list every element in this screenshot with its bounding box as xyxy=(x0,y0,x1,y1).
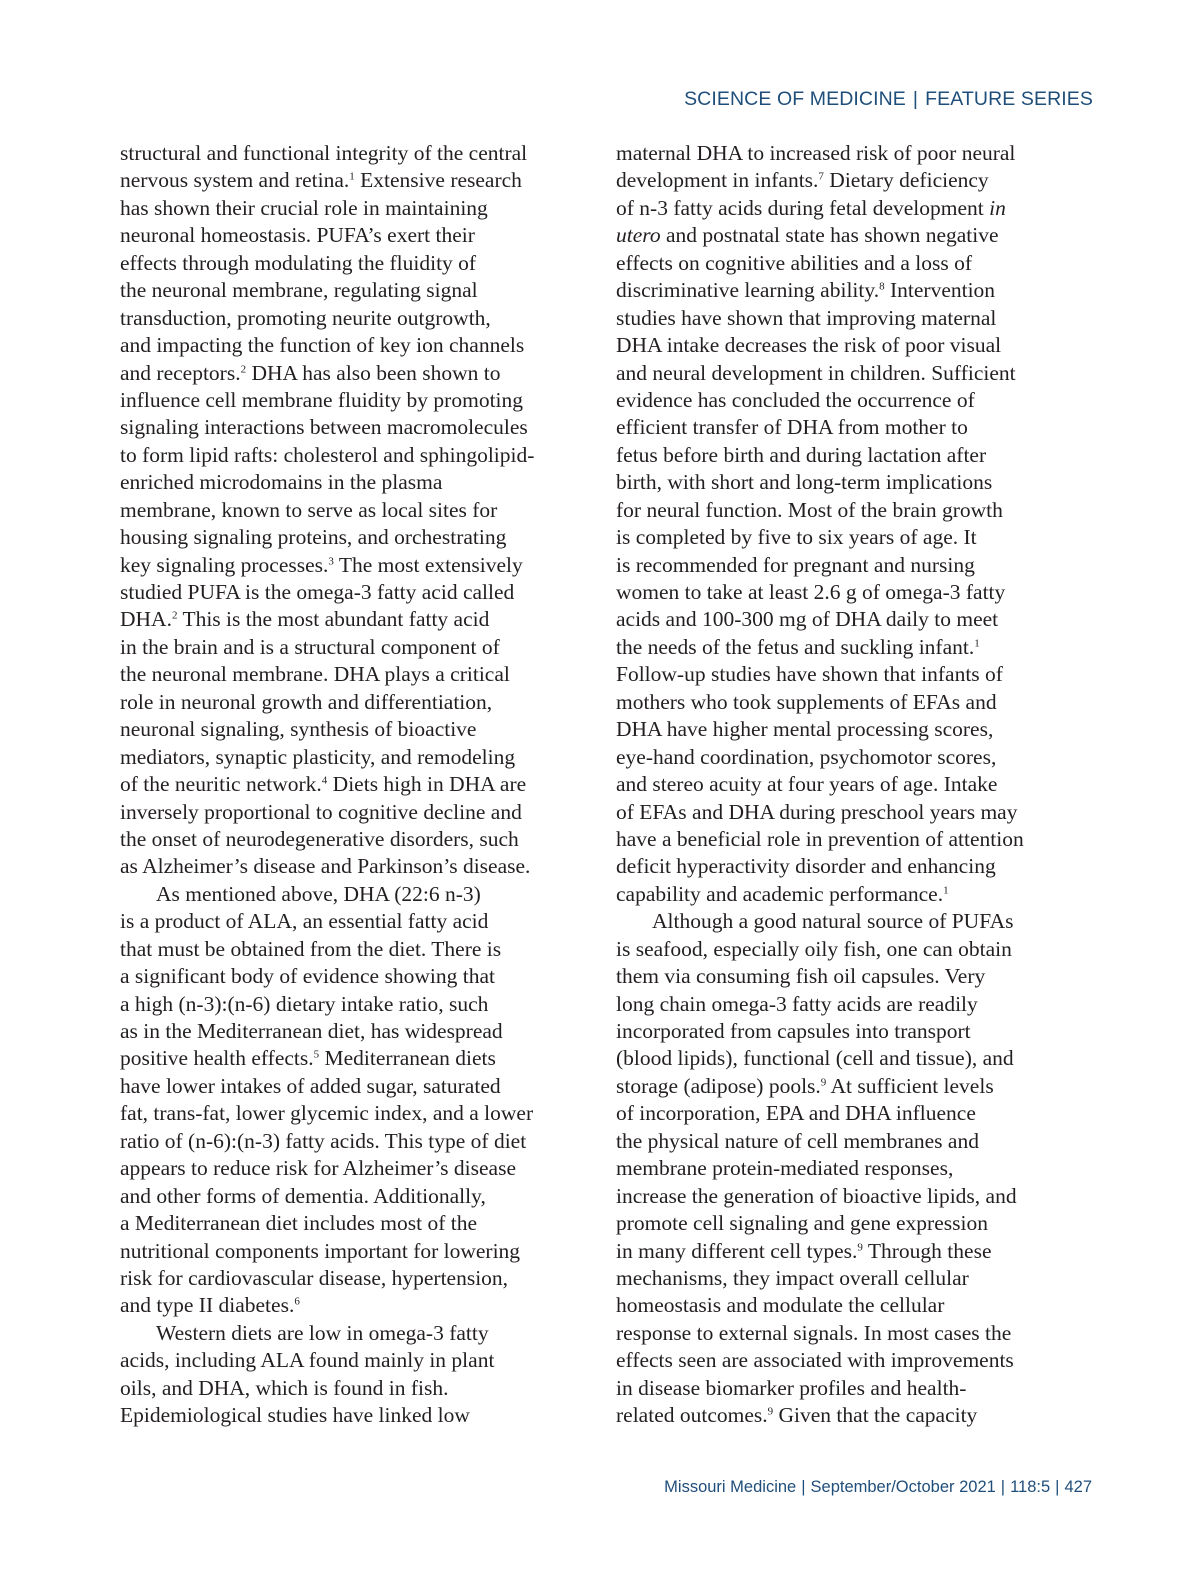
citation-superscript: 6 xyxy=(294,1295,300,1308)
text-segment: development in infants. xyxy=(616,168,819,193)
text-line xyxy=(120,1375,570,1402)
text-line xyxy=(120,661,570,688)
text-segment: Extensive research xyxy=(354,168,522,193)
text-segment: appears to reduce risk for Alzheimer’s disease xyxy=(120,1156,517,1181)
text-segment: incorporated from capsules into transport xyxy=(616,1019,971,1043)
text-line xyxy=(120,1402,570,1429)
text-segment: the needs of the fetus and suckling infant. xyxy=(616,634,975,659)
text-line xyxy=(120,360,570,387)
text-segment: This is the most abundant fatty acid xyxy=(177,607,490,632)
citation-superscript: 2 xyxy=(171,609,178,622)
text-segment: them via consuming fish oil capsules. Very xyxy=(616,964,986,989)
text-line xyxy=(120,634,570,661)
text-segment: Although a good natural source of PUFAs xyxy=(652,909,1014,934)
text-line xyxy=(120,1347,570,1374)
text-line xyxy=(616,305,1056,332)
text-segment: DHA. xyxy=(120,607,172,632)
text-line xyxy=(616,881,1056,908)
text-segment: has shown their crucial role in maintaining xyxy=(120,195,488,220)
text-segment: and receptors. xyxy=(120,360,241,385)
citation-superscript: 7 xyxy=(818,170,824,183)
citation-superscript: 1 xyxy=(943,884,949,897)
text-line xyxy=(616,497,1056,524)
text-segment: neuronal homeostasis. PUFA’s exert their xyxy=(120,223,475,248)
text-segment: influence cell membrane fluidity by promoting xyxy=(120,387,524,412)
text-segment: a significant body of evidence showing that xyxy=(120,964,495,989)
citation-superscript: 9 xyxy=(857,1240,863,1253)
text-segment: response to external signals. In most cases the xyxy=(616,1320,1012,1345)
text-line xyxy=(120,167,570,194)
text-line xyxy=(616,1320,1056,1347)
text-segment: the neuronal membrane, regulating signal xyxy=(120,278,478,303)
text-segment: that must be obtained from the diet. There is xyxy=(120,936,502,961)
text-line xyxy=(616,771,1056,798)
text-line xyxy=(616,853,1056,880)
text-segment: studies have shown that improving maternal xyxy=(616,305,997,330)
text-segment: deficit hyperactivity disorder and enhancing xyxy=(616,854,996,879)
text-line xyxy=(616,552,1056,579)
text-line xyxy=(616,167,1056,194)
text-line xyxy=(120,716,570,743)
text-line xyxy=(120,469,570,496)
text-segment: of n-3 fatty acids during fetal development xyxy=(616,195,990,220)
text-line xyxy=(616,963,1056,990)
text-segment: of EFAs and DHA during preschool years may xyxy=(616,799,1018,824)
footer-separator: | xyxy=(1055,1478,1060,1496)
text-segment: Dietary deficiency xyxy=(823,168,989,193)
text-line xyxy=(616,799,1056,826)
text-segment: promote cell signaling and gene expression xyxy=(616,1211,988,1236)
page-footer xyxy=(664,1478,1092,1497)
text-segment: for neural function. Most of the brain growth xyxy=(616,497,1003,522)
text-segment: storage (adipose) pools. xyxy=(616,1073,821,1098)
text-line xyxy=(616,1100,1056,1127)
text-segment: effects on cognitive abilities and a loss of xyxy=(616,250,973,275)
text-line xyxy=(616,442,1056,469)
text-segment: neuronal signaling, synthesis of bioactive xyxy=(120,717,477,742)
text-segment: mechanisms, they impact overall cellular xyxy=(616,1265,969,1290)
text-line xyxy=(616,1238,1056,1265)
text-segment: the physical nature of cell membranes and xyxy=(616,1128,979,1153)
text-segment: As mentioned above, DHA (22:6 n-3) xyxy=(156,881,481,906)
text-line xyxy=(616,1155,1056,1182)
text-line xyxy=(120,1238,570,1265)
text-segment: nervous system and retina. xyxy=(120,168,350,193)
text-line xyxy=(616,1375,1056,1402)
text-line xyxy=(616,606,1056,633)
text-segment: to form lipid rafts: cholesterol and sphingolipid- xyxy=(120,442,535,467)
text-line xyxy=(616,1073,1056,1100)
text-segment: ratio of (n-6):(n-3) fatty acids. This type of diet xyxy=(120,1128,527,1153)
text-segment: risk for cardiovascular disease, hypertension, xyxy=(120,1265,509,1290)
text-line xyxy=(616,1128,1056,1155)
text-line xyxy=(616,634,1056,661)
text-line xyxy=(120,1128,570,1155)
text-segment: inversely proportional to cognitive decline and xyxy=(120,799,522,824)
text-segment: membrane, known to serve as local sites for xyxy=(120,497,498,522)
text-line xyxy=(120,991,570,1018)
text-segment: The most extensively xyxy=(333,552,523,577)
text-segment: key signaling processes. xyxy=(120,552,329,577)
text-line xyxy=(120,222,570,249)
text-segment: have lower intakes of added sugar, saturated xyxy=(120,1073,501,1098)
text-segment: discriminative learning ability. xyxy=(616,278,880,303)
text-line xyxy=(616,277,1056,304)
text-line xyxy=(616,1265,1056,1292)
text-segment: eye-hand coordination, psychomotor scores, xyxy=(616,744,997,769)
footer-separator: | xyxy=(1000,1478,1006,1496)
text-line xyxy=(120,963,570,990)
text-line xyxy=(120,826,570,853)
text-segment: Given that the capacity xyxy=(773,1403,978,1428)
text-segment: increase the generation of bioactive lipids, and xyxy=(616,1183,1017,1208)
text-line xyxy=(120,1100,570,1127)
text-line xyxy=(120,497,570,524)
text-line xyxy=(616,524,1056,551)
text-segment: the onset of neurodegenerative disorders, such xyxy=(120,826,519,851)
text-segment: Through these xyxy=(862,1238,992,1263)
text-segment: acids, including ALA found mainly in plant xyxy=(120,1348,495,1373)
text-segment: in the brain and is a structural component of xyxy=(120,634,500,659)
text-line xyxy=(120,140,570,167)
text-line xyxy=(616,1292,1056,1319)
journal-name: Missouri Medicine xyxy=(664,1478,797,1496)
text-segment: maternal DHA to increased risk of poor neural xyxy=(616,141,1016,165)
text-line xyxy=(120,387,570,414)
citation-superscript: 2 xyxy=(240,362,247,375)
text-segment: as in the Mediterranean diet, has widespread xyxy=(120,1019,503,1043)
text-segment: positive health effects. xyxy=(120,1046,314,1071)
page-number: 427 xyxy=(1064,1478,1092,1496)
text-line xyxy=(120,908,570,935)
text-line xyxy=(120,579,570,606)
text-line xyxy=(616,332,1056,359)
text-segment: is recommended for pregnant and nursing xyxy=(616,552,975,577)
text-line xyxy=(120,332,570,359)
citation-superscript: 5 xyxy=(313,1048,320,1061)
volume-number: 118:5 xyxy=(1010,1478,1051,1496)
text-segment: signaling interactions between macromolecules xyxy=(120,415,528,440)
text-line xyxy=(120,552,570,579)
citation-superscript: 9 xyxy=(767,1405,774,1418)
citation-superscript: 9 xyxy=(820,1076,827,1089)
text-line xyxy=(120,1265,570,1292)
text-segment: DHA have higher mental processing scores, xyxy=(616,717,994,742)
text-line xyxy=(616,661,1056,688)
right-column xyxy=(616,140,1056,1430)
text-line xyxy=(616,360,1056,387)
text-line xyxy=(616,991,1056,1018)
text-segment: effects through modulating the fluidity of xyxy=(120,250,477,275)
text-segment: Intervention xyxy=(884,278,996,303)
text-line xyxy=(616,689,1056,716)
text-segment: in disease biomarker profiles and health- xyxy=(616,1375,967,1400)
text-segment: efficient transfer of DHA from mother to xyxy=(616,415,968,440)
text-segment: DHA intake decreases the risk of poor visual xyxy=(616,333,1002,358)
text-line xyxy=(616,1018,1056,1045)
text-line xyxy=(120,250,570,277)
text-line xyxy=(120,1292,570,1319)
text-line xyxy=(120,799,570,826)
text-segment: the neuronal membrane. DHA plays a critical xyxy=(120,662,510,687)
text-line xyxy=(120,1155,570,1182)
text-segment: Follow-up studies have shown that infants of xyxy=(616,662,1003,687)
text-line xyxy=(616,195,1056,222)
text-line xyxy=(120,1073,570,1100)
text-segment: of the neuritic network. xyxy=(120,772,322,797)
text-segment: is seafood, especially oily fish, one can obtain xyxy=(616,936,1012,961)
text-line xyxy=(120,195,570,222)
text-line xyxy=(120,1045,570,1072)
text-segment: At sufficient levels xyxy=(826,1073,994,1098)
text-line xyxy=(616,716,1056,743)
text-line xyxy=(120,442,570,469)
text-segment: role in neuronal growth and differentiation, xyxy=(120,689,493,714)
text-line xyxy=(120,305,570,332)
text-segment: and type II diabetes. xyxy=(120,1293,295,1318)
text-segment: transduction, promoting neurite outgrowth, xyxy=(120,305,491,330)
text-line xyxy=(120,1183,570,1210)
text-segment: homeostasis and modulate the cellular xyxy=(616,1293,945,1318)
text-line xyxy=(616,469,1056,496)
text-segment: Mediterranean diets xyxy=(319,1046,496,1071)
left-column xyxy=(120,140,570,1430)
text-segment: as Alzheimer’s disease and Parkinson’s disease. xyxy=(120,854,531,879)
text-segment: enriched microdomains in the plasma xyxy=(120,470,443,495)
text-line xyxy=(120,524,570,551)
text-line xyxy=(616,1402,1056,1429)
text-line xyxy=(120,606,570,633)
text-line xyxy=(616,414,1056,441)
text-line xyxy=(616,936,1056,963)
text-segment: mediators, synaptic plasticity, and remodeling xyxy=(120,744,516,769)
text-segment: structural and functional integrity of the central xyxy=(120,141,528,165)
text-segment: nutritional components important for lowering xyxy=(120,1238,521,1263)
text-segment: women to take at least 2.6 g of omega-3 fatty xyxy=(616,580,1006,604)
italic-text: utero xyxy=(616,223,661,248)
text-segment: oils, and DHA, which is found in fish. xyxy=(120,1375,449,1400)
text-segment: studied PUFA is the omega-3 fatty acid called xyxy=(120,580,515,604)
text-line xyxy=(616,387,1056,414)
text-line xyxy=(120,881,570,908)
running-head xyxy=(684,88,1093,111)
text-segment: capability and academic performance. xyxy=(616,881,944,906)
text-line xyxy=(120,414,570,441)
citation-superscript: 1 xyxy=(349,170,355,183)
text-line xyxy=(120,1210,570,1237)
text-segment: acids and 100-300 mg of DHA daily to meet xyxy=(616,607,999,632)
text-line xyxy=(616,1347,1056,1374)
citation-superscript: 8 xyxy=(879,280,885,293)
text-segment: housing signaling proteins, and orchestrating xyxy=(120,525,507,550)
text-segment: (blood lipids), functional (cell and tissue), and xyxy=(616,1046,1014,1071)
text-segment: and stereo acuity at four years of age. Intake xyxy=(616,772,998,797)
text-segment: have a beneficial role in prevention of attention xyxy=(616,826,1024,851)
italic-text: in xyxy=(989,195,1006,220)
text-line xyxy=(120,1018,570,1045)
text-line xyxy=(120,771,570,798)
text-line xyxy=(120,689,570,716)
text-line xyxy=(616,222,1056,249)
text-line xyxy=(120,277,570,304)
text-line xyxy=(616,140,1056,167)
text-segment: and postnatal state has shown negative xyxy=(660,223,999,248)
text-segment: DHA has also been shown to xyxy=(246,360,501,385)
text-segment: is completed by five to six years of age. It xyxy=(616,525,977,550)
text-line xyxy=(616,579,1056,606)
text-segment: is a product of ALA, an essential fatty acid xyxy=(120,909,489,934)
text-segment: in many different cell types. xyxy=(616,1238,858,1263)
series-label: FEATURE SERIES xyxy=(925,88,1093,110)
text-segment: membrane protein-mediated responses, xyxy=(616,1156,954,1181)
text-segment: evidence has concluded the occurrence of xyxy=(616,387,975,412)
text-line xyxy=(616,826,1056,853)
text-segment: fetus before birth and during lactation after xyxy=(616,442,987,467)
text-segment: and other forms of dementia. Additionally, xyxy=(120,1183,486,1208)
text-segment: mothers who took supplements of EFAs and xyxy=(616,689,997,714)
citation-superscript: 4 xyxy=(321,774,328,787)
issue-date: September/October 2021 xyxy=(810,1478,996,1496)
text-line xyxy=(616,1210,1056,1237)
text-line xyxy=(616,908,1056,935)
section-label: SCIENCE OF MEDICINE xyxy=(684,88,906,110)
text-line xyxy=(120,744,570,771)
text-segment: Epidemiological studies have linked low xyxy=(120,1403,470,1428)
text-line xyxy=(616,250,1056,277)
text-segment: fat, trans-fat, lower glycemic index, and a lower xyxy=(120,1101,534,1126)
citation-superscript: 3 xyxy=(328,554,334,567)
text-line xyxy=(616,1045,1056,1072)
text-segment: effects seen are associated with improvements xyxy=(616,1348,1014,1373)
text-segment: related outcomes. xyxy=(616,1403,768,1428)
text-line xyxy=(120,936,570,963)
text-segment: of incorporation, EPA and DHA influence xyxy=(616,1101,976,1126)
citation-superscript: 1 xyxy=(974,637,980,650)
text-line xyxy=(120,1320,570,1347)
text-line xyxy=(616,1183,1056,1210)
text-segment: long chain omega-3 fatty acids are readily xyxy=(616,991,978,1016)
text-segment: a Mediterranean diet includes most of the xyxy=(120,1211,478,1236)
text-segment: a high (n-3):(n-6) dietary intake ratio, such xyxy=(120,991,489,1016)
header-separator: | xyxy=(912,88,919,110)
text-segment: Diets high in DHA are xyxy=(327,772,527,797)
text-segment: Western diets are low in omega-3 fatty xyxy=(156,1320,489,1345)
text-segment: and impacting the function of key ion channels xyxy=(120,333,525,358)
text-line xyxy=(120,853,570,880)
text-line xyxy=(616,744,1056,771)
text-segment: birth, with short and long-term implications xyxy=(616,470,993,495)
footer-separator: | xyxy=(801,1478,806,1496)
text-segment: and neural development in children. Sufficient xyxy=(616,360,1016,385)
